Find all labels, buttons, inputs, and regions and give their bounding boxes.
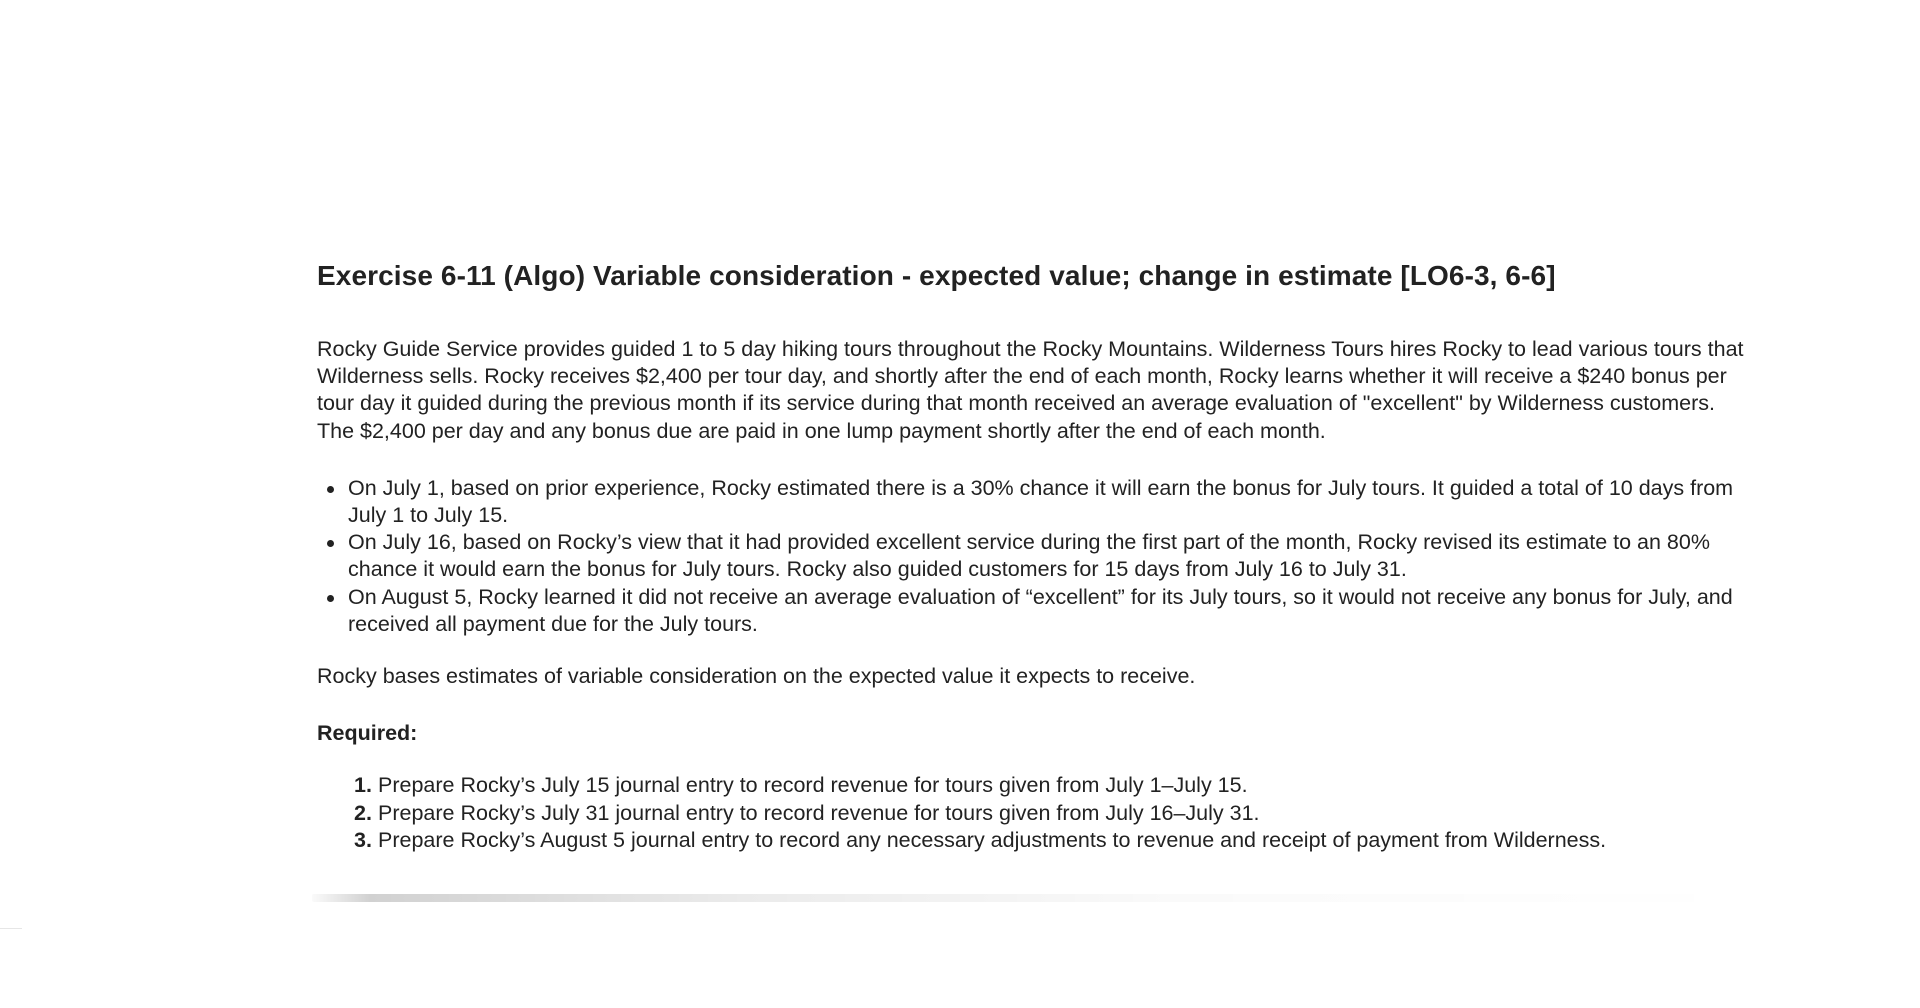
required-heading: Required:: [317, 721, 418, 746]
requirement-item: [317, 800, 1747, 827]
list-item: [317, 584, 1747, 638]
list-item-text: On July 1, based on prior experience, Rocky estimated there is a 30% chance it will earn the bonus for July tours. It guided a total of 10 days from July 1 to July 15.: [348, 475, 1734, 528]
requirement-item: [317, 772, 1747, 799]
exercise-content: [317, 258, 1747, 854]
list-item-text: On July 16, based on Rocky’s view that it had provided excellent service during the first part of the month, Rocky revised its estimate to an 80% chance it would earn the bonus for July tours. Rocky also guided customers for 15 days from July 16 to July 31.: [348, 530, 1710, 582]
exercise-title: Exercise 6-11 (Algo) Variable consideration - expected value; change in estimate [LO6-3, 6-6]: [317, 260, 1556, 291]
divider-shadow: [312, 894, 1752, 902]
list-item: [317, 475, 1747, 529]
requirement-item: [317, 827, 1747, 854]
requirements-list: [317, 772, 1747, 854]
basis-paragraph: Rocky bases estimates of variable consideration on the expected value it expects to receive.: [317, 664, 1196, 689]
list-item-text: On August 5, Rocky learned it did not receive an average evaluation of “excellent” for its July tours, so it would not receive any bonus for July, and received all payment due for the July tours.: [348, 584, 1733, 636]
list-item: [317, 529, 1747, 583]
divider: [0, 928, 22, 929]
bullet-dot-icon: [327, 486, 334, 493]
requirement-number: 2.: [354, 800, 372, 825]
requirement-text: Prepare Rocky’s July 31 journal entry to record revenue for tours given from July 16–July 31.: [378, 800, 1260, 825]
requirement-number: 1.: [354, 773, 372, 798]
facts-list: [317, 475, 1747, 638]
requirement-text: Prepare Rocky’s July 15 journal entry to record revenue for tours given from July 1–July 15.: [378, 773, 1248, 798]
requirement-text: Prepare Rocky’s August 5 journal entry to record any necessary adjustments to revenue and receipt of payment from Wilderness.: [378, 827, 1607, 852]
bullet-dot-icon: [327, 540, 334, 547]
requirement-number: 3.: [354, 827, 372, 852]
intro-paragraph: Rocky Guide Service provides guided 1 to 5 day hiking tours throughout the Rocky Mountains. Wilderness Tours hires Rocky to lead various tours that Wilderness sells. Rocky receives $2,400 per tour day, and shortly after the end of each month, Rocky learns whether it will receive a $240 bonus per tour day it guided during the previous month if its service during that month received an average evaluation of "excellent" by Wilderness customers. The $2,400 per day and any bonus due are paid in one lump payment shortly after the end of each month.: [317, 337, 1744, 443]
bullet-dot-icon: [327, 595, 334, 602]
